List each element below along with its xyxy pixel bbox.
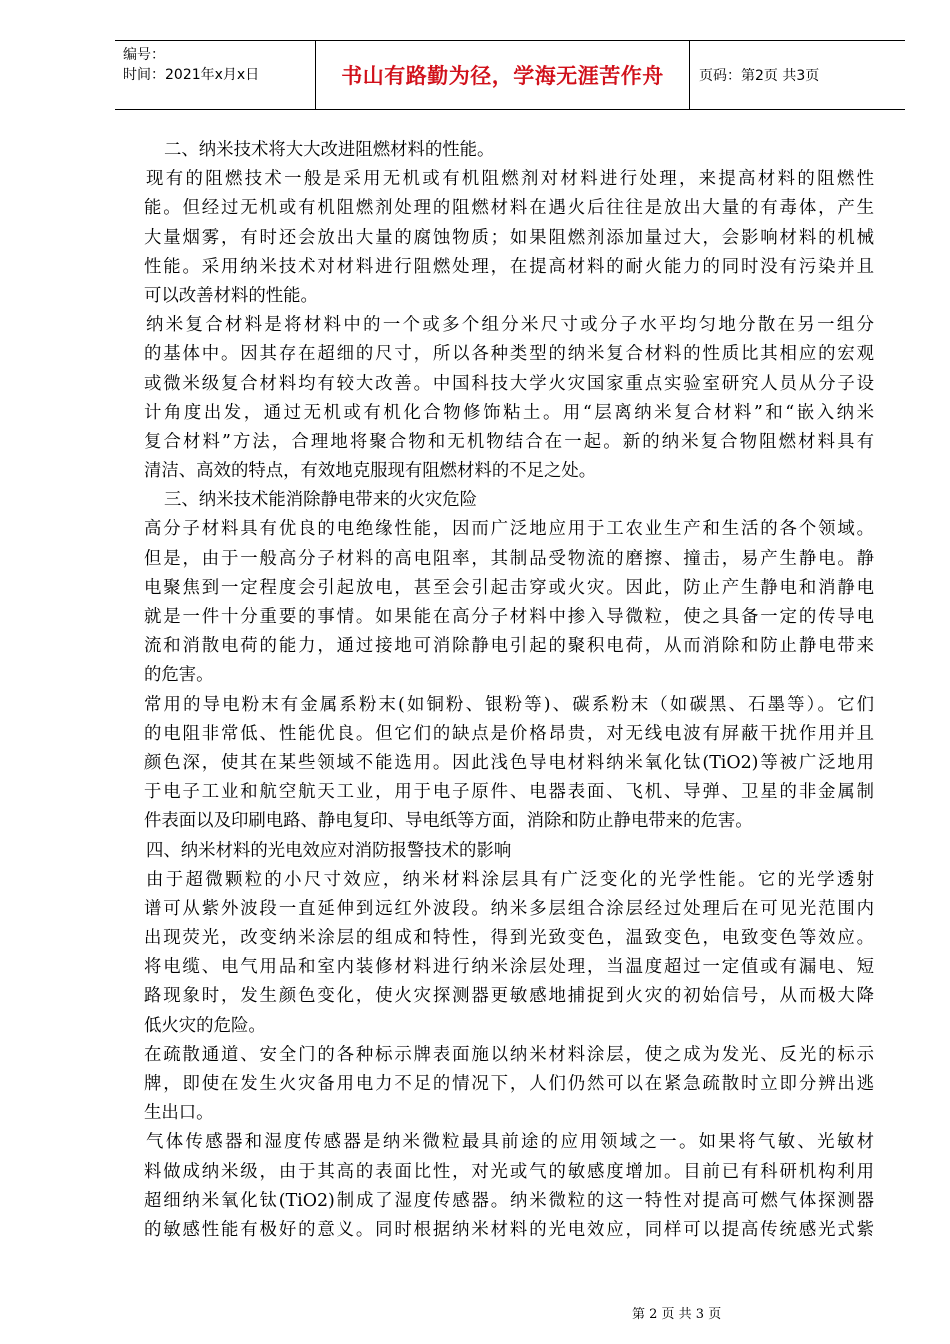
header-motto-cell bbox=[315, 41, 690, 109]
text-line: 就是一件十分重要的事情。如果能在高分子材料中掺入导微粒，使之具备一定的传导电 bbox=[144, 607, 874, 627]
text-line: 三、纳米技术能消除静电带来的火灾危险 bbox=[164, 490, 478, 511]
text-line: 常用的导电粉末有金属系粉末(如铜粉、银粉等)、碳系粉末（如碳黑、石墨等）。它们 bbox=[144, 694, 874, 715]
page-info: 页码：第2页 共3页 bbox=[699, 68, 820, 84]
text-line: 将电缆、电气用品和室内装修材料进行纳米涂层处理，当温度超过一定值或有漏电、短 bbox=[144, 957, 874, 978]
text-line: 于电子工业和航空航天工业，用于电子原件、电器表面、飞机、导弹、卫星的非金属制 bbox=[144, 782, 874, 803]
text-line: 高分子材料具有优良的电绝缘性能，因而广泛地应用于工农业生产和生活的各个领域。 bbox=[144, 519, 874, 540]
text-line: 纳米复合材料是将材料中的一个或多个组分米尺寸或分子水平均匀地分散在另一组分 bbox=[146, 315, 874, 336]
text-line: 件表面以及印刷电路、静电复印、导电纸等方面，消除和防止静电带来的危害。 bbox=[144, 811, 753, 832]
text-line: 路现象时，发生颜色变化，使火灾探测器更敏感地捕捉到火灾的初始信号，从而极大降 bbox=[144, 986, 874, 1007]
text-line: 的基体中。因其存在超细的尺寸，所以各种类型的纳米复合材料的性质比其相应的宏观 bbox=[144, 344, 874, 365]
header-table bbox=[115, 40, 905, 110]
text-line: 可以改善材料的性能。 bbox=[144, 285, 318, 306]
header-meta-cell bbox=[115, 41, 315, 109]
text-line: 大量烟雾，有时还会放出大量的腐蚀物质；如果阻燃剂添加量过大，会影响材料的机械 bbox=[144, 227, 874, 248]
text-line: 但是，由于一般高分子材料的高电阻率，其制品受物流的磨擦、撞击，易产生静电。静 bbox=[144, 548, 874, 569]
text-line: 复合材料”方法，合理地将聚合物和无机物结合在一起。新的纳米复合物阻燃材料具有 bbox=[144, 431, 874, 452]
text-line: 的危害。 bbox=[144, 665, 214, 686]
text-line: 二、纳米技术将大大改进阻燃材料的性能。 bbox=[164, 140, 495, 160]
text-line: 清洁、高效的特点，有效地克服现有阻燃材料的不足之处。 bbox=[144, 461, 597, 482]
text-line: 计角度出发，通过无机或有机化合物修饰粘土。用“层离纳米复合材料”和“嵌入纳米 bbox=[144, 402, 874, 423]
number-label: 编号： bbox=[123, 47, 165, 63]
text-line: 性能。采用纳米技术对材料进行阻燃处理，在提高材料的耐火能力的同时没有污染并且 bbox=[144, 256, 874, 277]
document-body bbox=[144, 136, 874, 1245]
text-line: 能。但经过无机或有机阻燃剂处理的阻燃材料在遇火后往往是放出大量的有毒体，产生 bbox=[144, 198, 874, 219]
text-line: 料做成纳米级，由于其高的表面比性，对光或气的敏感度增加。目前已有科研机构利用 bbox=[144, 1161, 874, 1182]
text-line: 的敏感性能有极好的意义。同时根据纳米材料的光电效应，同样可以提高传统感光式紫 bbox=[144, 1219, 874, 1240]
motto-text: 书山有路勤为径，学海无涯苦作舟 bbox=[341, 63, 664, 88]
text-line: 颜色深，使其在某些领域不能选用。因此浅色导电材料纳米氧化钛(TiO2)等被广泛地用 bbox=[144, 752, 874, 773]
footer-page-number: 第 2 页 共 3 页 bbox=[632, 1307, 722, 1322]
text-line: 超细纳米氧化钛(TiO2)制成了湿度传感器。纳米微粒的这一特性对提高可燃气体探测器 bbox=[144, 1190, 874, 1211]
text-line: 电聚焦到一定程度会引起放电，甚至会引起击穿或火灾。因此，防止产生静电和消静电 bbox=[144, 577, 874, 598]
text-line: 气体传感器和湿度传感器是纳米微粒最具前途的应用领域之一。如果将气敏、光敏材 bbox=[146, 1132, 874, 1153]
text-line: 谱可从紫外波段一直延伸到远红外波段。纳米多层组合涂层经过处理后在可见光范围内 bbox=[144, 898, 874, 919]
text-line: 流和消散电荷的能力，通过接地可消除静电引起的聚积电荷，从而消除和防止静电带来 bbox=[144, 636, 874, 657]
time-label: 时间：2021年x月x日 bbox=[123, 67, 260, 83]
text-line: 四、纳米材料的光电效应对消防报警技术的影响 bbox=[146, 840, 512, 861]
text-line: 生出口。 bbox=[144, 1103, 214, 1124]
text-line: 由于超微颗粒的小尺寸效应，纳米材料涂层具有广泛变化的光学性能。它的光学透射 bbox=[146, 869, 874, 890]
text-line: 在疏散通道、安全门的各种标示牌表面施以纳米材料涂层，使之成为发光、反光的标示 bbox=[144, 1044, 874, 1065]
text-line: 牌，即使在发生火灾备用电力不足的情况下，人们仍然可以在紧急疏散时立即分辨出逃 bbox=[144, 1074, 874, 1094]
text-line: 的电阻非常低、性能优良。但它们的缺点是价格昂贵，对无线电波有屏蔽干扰作用并且 bbox=[144, 723, 874, 744]
text-line: 或微米级复合材料均有较大改善。中国科技大学火灾国家重点实验室研究人员从分子设 bbox=[144, 373, 874, 394]
text-line: 低火灾的危险。 bbox=[144, 1015, 266, 1036]
text-line: 出现荧光，改变纳米涂层的组成和特性，得到光致变色，温致变色，电致变色等效应。 bbox=[144, 928, 874, 949]
text-line: 现有的阻燃技术一般是采用无机或有机阻燃剂对材料进行处理，来提高材料的阻燃性 bbox=[146, 169, 874, 190]
